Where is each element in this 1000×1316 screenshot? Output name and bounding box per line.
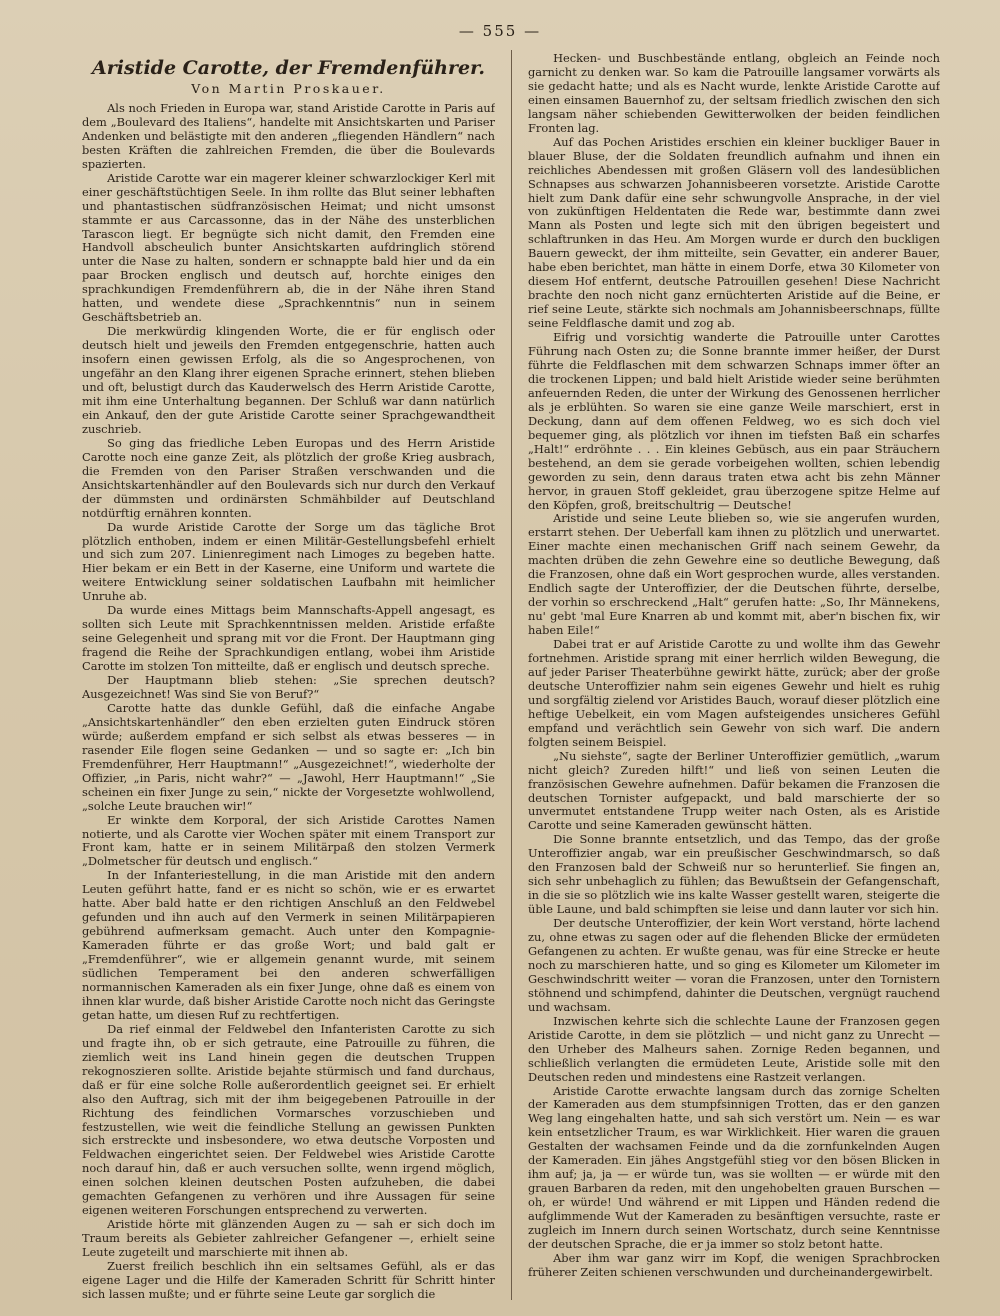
paragraph: Der deutsche Unteroffizier, der kein Wort verstand, hörte lachend zu, ohne etwas zu sagen oder auf die flehenden Blicke der ermüdeten Gefangenen zu achten. Er wußte genau, was für eine Strecke er heute noch zu marschieren hatte, und so ging es Kilometer um Kilometer im Geschwindschritt weiter — voran die Franzosen, unter den Tornistern stöhnend und schimpfend, dahinter die Deutschen, vergnügt rauchend und wachsam. (528, 916, 940, 1014)
paragraph: Als noch Frieden in Europa war, stand Aristide Carotte in Paris auf dem „Boulevard des Italiens“, handelte mit Ansichtskarten und Pariser Andenken und belästigte mit den anderen „fliegenden Händlern“ nach besten Kräften die zahlreichen Fremden, die über die Boulevards spazierten. (82, 100, 495, 171)
paragraph: Die merkwürdig klingenden Worte, die er für englisch oder deutsch hielt und jeweils den Fremden entgegenschrie, hatten auch insofern einen gewissen Erfolg, als die so Angesprochenen, von ungefähr an den Klang ihrer eigenen Sprache erinnert, stehen blieben und oft, belustigt durch das Kauderwelsch des Herrn Aristide Carotte, mit ihm eine Unterhaltung begannen. Der Schluß war dann natürlich ein Ankauf, den der gute Aristide Carotte seiner Sprachgewandtheit zuschrieb. (82, 324, 495, 436)
paragraph: Hecken- und Buschbestände entlang, obgleich an Feinde noch garnicht zu denken war. So kam die Patrouille langsamer vorwärts als sie gedacht hatte; und als es Nacht wurde, lenkte Aristide Carotte auf einen einsamen Bauernhof zu, der seltsam friedlich zwischen den sich langsam näher schiebenden Gewitterwolken der beiden feindlichen Fronten lag. (528, 52, 940, 135)
paragraph: Inzwischen kehrte sich die schlechte Laune der Franzosen gegen Aristide Carotte, in dem sie plötzlich — und nicht ganz zu Unrecht — den Urheber des Malheurs sahen. Zornige Reden begannen, und schließlich verlangten die ermüdeten Leute, Aristide solle mit den Deutschen reden und mindestens eine Rastzeit verlangen. (528, 1013, 940, 1084)
page-number: — 555 — (458, 22, 542, 40)
article-title: Aristide Carotte, der Fremdenführer. (92, 57, 485, 79)
paragraph: Da wurde eines Mittags beim Mannschafts-Appell angesagt, es sollten sich Leute mit Sprachkenntnissen melden. Aristide erfaßte seine Gelegenheit und sprang mit vor die Front. Der Hauptmann ging fragend die Reihe der Sprachkundigen entlang, wobei ihm Aristide Carotte im stolzen Ton mitteilte, daß er englisch und deutsch spreche. (82, 603, 495, 674)
paragraph: Aristide und seine Leute blieben so, wie sie angerufen wurden, erstarrt stehen. Der Ueberfall kam ihnen zu plötzlich und unerwartet. Einer machte einen mechanischen Griff nach seinem Gewehr, da machten drüben die zehn Gewehre eine so deutliche Bewegung, daß die Franzosen, ohne daß ein Wort gesprochen wurde, alles verstanden. Endlich sagte der Unteroffizier, der die Deutschen führte, derselbe, der vorhin so erschreckend „Halt“ gerufen hatte: „So, Ihr Männekens, nu' gebt 'mal Eure Knarren ab und kommt mit, aber'n bischen fix, wir haben Eile!“ (528, 511, 940, 638)
paragraph: Zuerst freilich beschlich ihn ein seltsames Gefühl, als er das eigene Lager und die Hilfe der Kameraden Schritt für Schritt hinter sich lassen mußte; und er führte seine Leute gar sorglich die (82, 1259, 495, 1301)
paragraph: Da wurde Aristide Carotte der Sorge um das tägliche Brot plötzlich enthoben, indem er einen Militär-Gestellungsbefehl erhielt und sich zum 207. Linienregiment nach Limoges zu begeben hatte. Hier bekam er ein Bett in der Kaserne, eine Uniform und wartete die weitere Entwicklung seiner soldatischen Laufbahn mit heimlicher Unruhe ab. (82, 519, 495, 604)
paragraph: In der Infanteriestellung, in die man Aristide mit den andern Leuten geführt hatte, fand er es nicht so schön, wie er es erwartet hatte. Aber bald hatte er den richtigen Anschluß an den Feldwebel gefunden und ihn auch auf den Vermerk in seinen Militärpapieren gebührend aufmerksam gemacht. Auch unter den Kompagnie-Kameraden führte er das große Wort; und bald galt er „Fremdenführer“, wie er allgemein genannt wurde, mit seinem südlichen Temperament bei den anderen schwerfälligen normannischen Kameraden als ein fixer Junge, ohne daß es einem von ihnen klar wurde, daß bisher Aristide Carotte noch nicht das Geringste getan hatte, um diesen Ruf zu rechtfertigen. (82, 868, 495, 1022)
article-author: Von Martin Proskauer. (191, 81, 386, 96)
paragraph: Die Sonne brannte entsetzlich, und das Tempo, das der große Unteroffizier angab, war ein preußischer Geschwindmarsch, so daß den Franzosen bald der Schweiß nur so herunterlief. Sie fingen an, sich sehr unbehaglich zu fühlen; das Bewußtsein der Gefangenschaft, in die sie so plötzlich wie ins kalte Wasser gestellt waren, steigerte die üble Laune, und bald schimpften sie leise und dann lauter vor sich hin. (528, 832, 940, 917)
paragraph: Aristide Carotte war ein magerer kleiner schwarzlockiger Kerl mit einer geschäftstüchtigen Seele. In ihm rollte das Blut seiner lebhaften und phantastischen südfranzösischen Heimat; und nicht umsonst stammte er aus Carcassonne, das in der Nähe des unsterblichen Tarascon liegt. Er begnügte sich nicht damit, den Fremden eine Handvoll abscheulich bunter Ansichtskarten aufdringlich störend unter die Nase zu halten, sondern er schnappte bald hier und da ein paar Brocken englisch und deutsch auf, horchte einiges den sprachkundigen Fremdenführern ab, die in der Nähe ihren Stand hatten, und wendete diese „Sprachkenntnis“ nun in seinem Geschäftsbetrieb an. (82, 170, 495, 325)
paragraph: Aber ihm war ganz wirr im Kopf, die wenigen Sprachbrocken früherer Zeiten schienen verschwunden und durcheinandergewirbelt. (528, 1250, 940, 1279)
paragraph: Er winkte dem Korporal, der sich Aristide Carottes Namen notierte, und als Carotte vier Wochen später mit einem Transport zur Front kam, hatte er in seinem Militärpaß den stolzen Vermerk „Dolmetscher für deutsch und englisch.“ (82, 812, 495, 869)
column-divider (511, 50, 512, 1300)
paragraph: Eifrig und vorsichtig wanderte die Patrouille unter Carottes Führung nach Osten zu; die Sonne brannte immer heißer, der Durst führte die Feldflaschen mit dem schwarzen Schnaps immer öfter an die trockenen Lippen; und bald hielt Aristide wieder seine berühmten anfeuernden Reden, die unter der Wirkung des Genossenen herrlicher als je erblühten. So waren sie eine ganze Weile marschiert, erst in Deckung, dann auf dem offenen Feldweg, wo es sich doch viel bequemer ging, als plötzlich vor ihnen im tiefsten Baß ein scharfes „Halt!“ erdröhnte . . . Ein kleines Gebüsch, aus ein paar Sträuchern bestehend, an dem sie gerade vorbeigehen wollten, schien lebendig geworden zu sein, denn daraus traten etwa acht bis zehn Männer hervor, in grauen Stoff gekleidet, grau überzogene spitze Helme auf den Köpfen, groß, breitschultrig — Deutsche! (528, 330, 940, 512)
left-column (82, 52, 495, 1302)
paragraph: Aristide hörte mit glänzenden Augen zu — sah er sich doch im Traum bereits als Gebieter zahlreicher Gefangener —, erhielt seine Leute zugeteilt und marschierte mit ihnen ab. (82, 1217, 495, 1260)
paragraph: Der Hauptmann blieb stehen: „Sie sprechen deutsch? Ausgezeichnet! Was sind Sie von Beruf?“ (82, 673, 495, 701)
paragraph: So ging das friedliche Leben Europas und des Herrn Aristide Carotte noch eine ganze Zeit, als plötzlich der große Krieg ausbrach, die Fremden von den Pariser Straßen verschwanden und die Ansichtskartenhändler auf den Boulevards sich nur durch den Verkauf der dümmsten und ordinärsten Schmähbilder auf Deutschland notdürftig ernähren konnten. (82, 435, 495, 520)
paragraph: Auf das Pochen Aristides erschien ein kleiner buckliger Bauer in blauer Bluse, der die Soldaten freundlich aufnahm und ihnen ein reichliches Abendessen mit großen Gläsern voll des landesüblichen Schnapses aus schwarzen Johannisbeeren vorsetzte. Aristide Carotte hielt zum Dank dafür eine sehr schwungvolle Ansprache, in der viel von zukünftigen Heldentaten die Rede war, bestimmte dann zwei Mann als Posten und legte sich mit den übrigen begeistert und schlaftrunken in das Heu. Am Morgen wurde er durch den buckligen Bauern geweckt, der ihm mitteilte, sein Gevatter, ein anderer Bauer, habe eben berichtet, man hätte in einem Dorfe, etwa 30 Kilometer von diesem Hof entfernt, deutsche Patrouillen gesehen! Diese Nachricht brachte den noch nicht ganz ernüchterten Aristide auf die Beine, er rief seine Leute, stärkte sich nochmals am Johannisbeerschnaps, füllte seine Feldflasche damit und zog ab. (528, 134, 940, 331)
paragraph: Carotte hatte das dunkle Gefühl, daß die einfache Angabe „Ansichtskartenhändler“ den eben erzielten guten Eindruck stören würde; außerdem empfand er sich selbst als etwas besseres — in rasender Eile flogen seine Gedanken — und so sagte er: „Ich bin Fremdenführer, Herr Hauptmann!“ „Ausgezeichnet!“, wiederholte der Offizier, „in Paris, nicht wahr?“ — „Jawohl, Herr Hauptmann!“ „Sie scheinen ein fixer Junge zu sein,“ nickte der Vorgesetzte wohlwollend, „solche Leute brauchen wir!“ (82, 700, 495, 813)
paragraph: Da rief einmal der Feldwebel den Infanteristen Carotte zu sich und fragte ihn, ob er sich getraute, eine Patrouille zu führen, die ziemlich weit ins Land hinein gegen die deutschen Truppen rekognoszieren sollte. Aristide bejahte stürmisch und fand durchaus, daß er für eine solche Rolle außerordentlich geeignet sei. Er erhielt also den Auftrag, sich mit der ihm beigegebenen Patrouille in der Richtung des feindlichen Vormarsches vorzuschieben und festzustellen, wie weit die feindliche Stellung an gewissen Punkten sich erstreckte und insbesondere, wo etwa deutsche Vorposten und Feldwachen eingerichtet seien. Der Feldwebel wies Aristide Carotte noch darauf hin, daß er auch versuchen sollte, wenn irgend möglich, einen solchen kleinen deutschen Posten aufzuheben, die dabei gemachten Gefangenen zu verhören und ihre Aussagen für seine eigenen weiteren Forschungen entsprechend zu verwerten. (82, 1021, 495, 1218)
paragraph: „Nu siehste“, sagte der Berliner Unteroffizier gemütlich, „warum nicht gleich? Zureden hilft!“ und ließ von seinen Leuten die französischen Gewehre aufnehmen. Dafür bekamen die Franzosen die deutschen Tornister aufgepackt, und bald marschierte der so unvermutet entstandene Trupp weiter nach Osten, als es Aristide Carotte und seine Kameraden gewünscht hätten. (528, 748, 940, 833)
paragraph: Dabei trat er auf Aristide Carotte zu und wollte ihm das Gewehr fortnehmen. Aristide sprang mit einer herrlich wilden Bewegung, die auf jeder Pariser Theaterbühne gewirkt hätte, zurück; aber der große deutsche Unteroffizier nahm sein eigenes Gewehr und hielt es ruhig und sorgfältig zielend vor Aristides Bauch, worauf dieser plötzlich eine heftige Uebelkeit, ein vom Magen aufsteigendes unsicheres Gefühl empfand und verächtlich sein Gewehr von sich warf. Die andern folgten seinem Beispiel. (528, 637, 940, 749)
right-column (528, 52, 940, 1302)
paragraph: Aristide Carotte erwachte langsam durch das zornige Schelten der Kameraden aus dem stumpfsinnigen Trotten, das er den ganzen Weg lang eingehalten hatte, und sah sich verstört um. Nein — es war kein entsetzlicher Traum, es war Wirklichkeit. Hier waren die grauen Gestalten der wachsamen Feinde und da die zornfunkelnden Augen der Kameraden. Ein jähes Angstgefühl stieg vor den bösen Blicken in ihm auf; ja, ja — er würde tun, was sie wollten — er würde mit den grauen Barbaren da reden, mit den ungehobelten grauen Burschen — oh, er würde! Und während er mit Lippen und Händen redend die aufglimmende Wut der Kameraden zu besänftigen versuchte, raste er zugleich im Innern durch seinen Wortschatz, durch seine Kenntnisse der deutschen Sprache, die er ja immer so stolz betont hatte. (528, 1083, 940, 1252)
